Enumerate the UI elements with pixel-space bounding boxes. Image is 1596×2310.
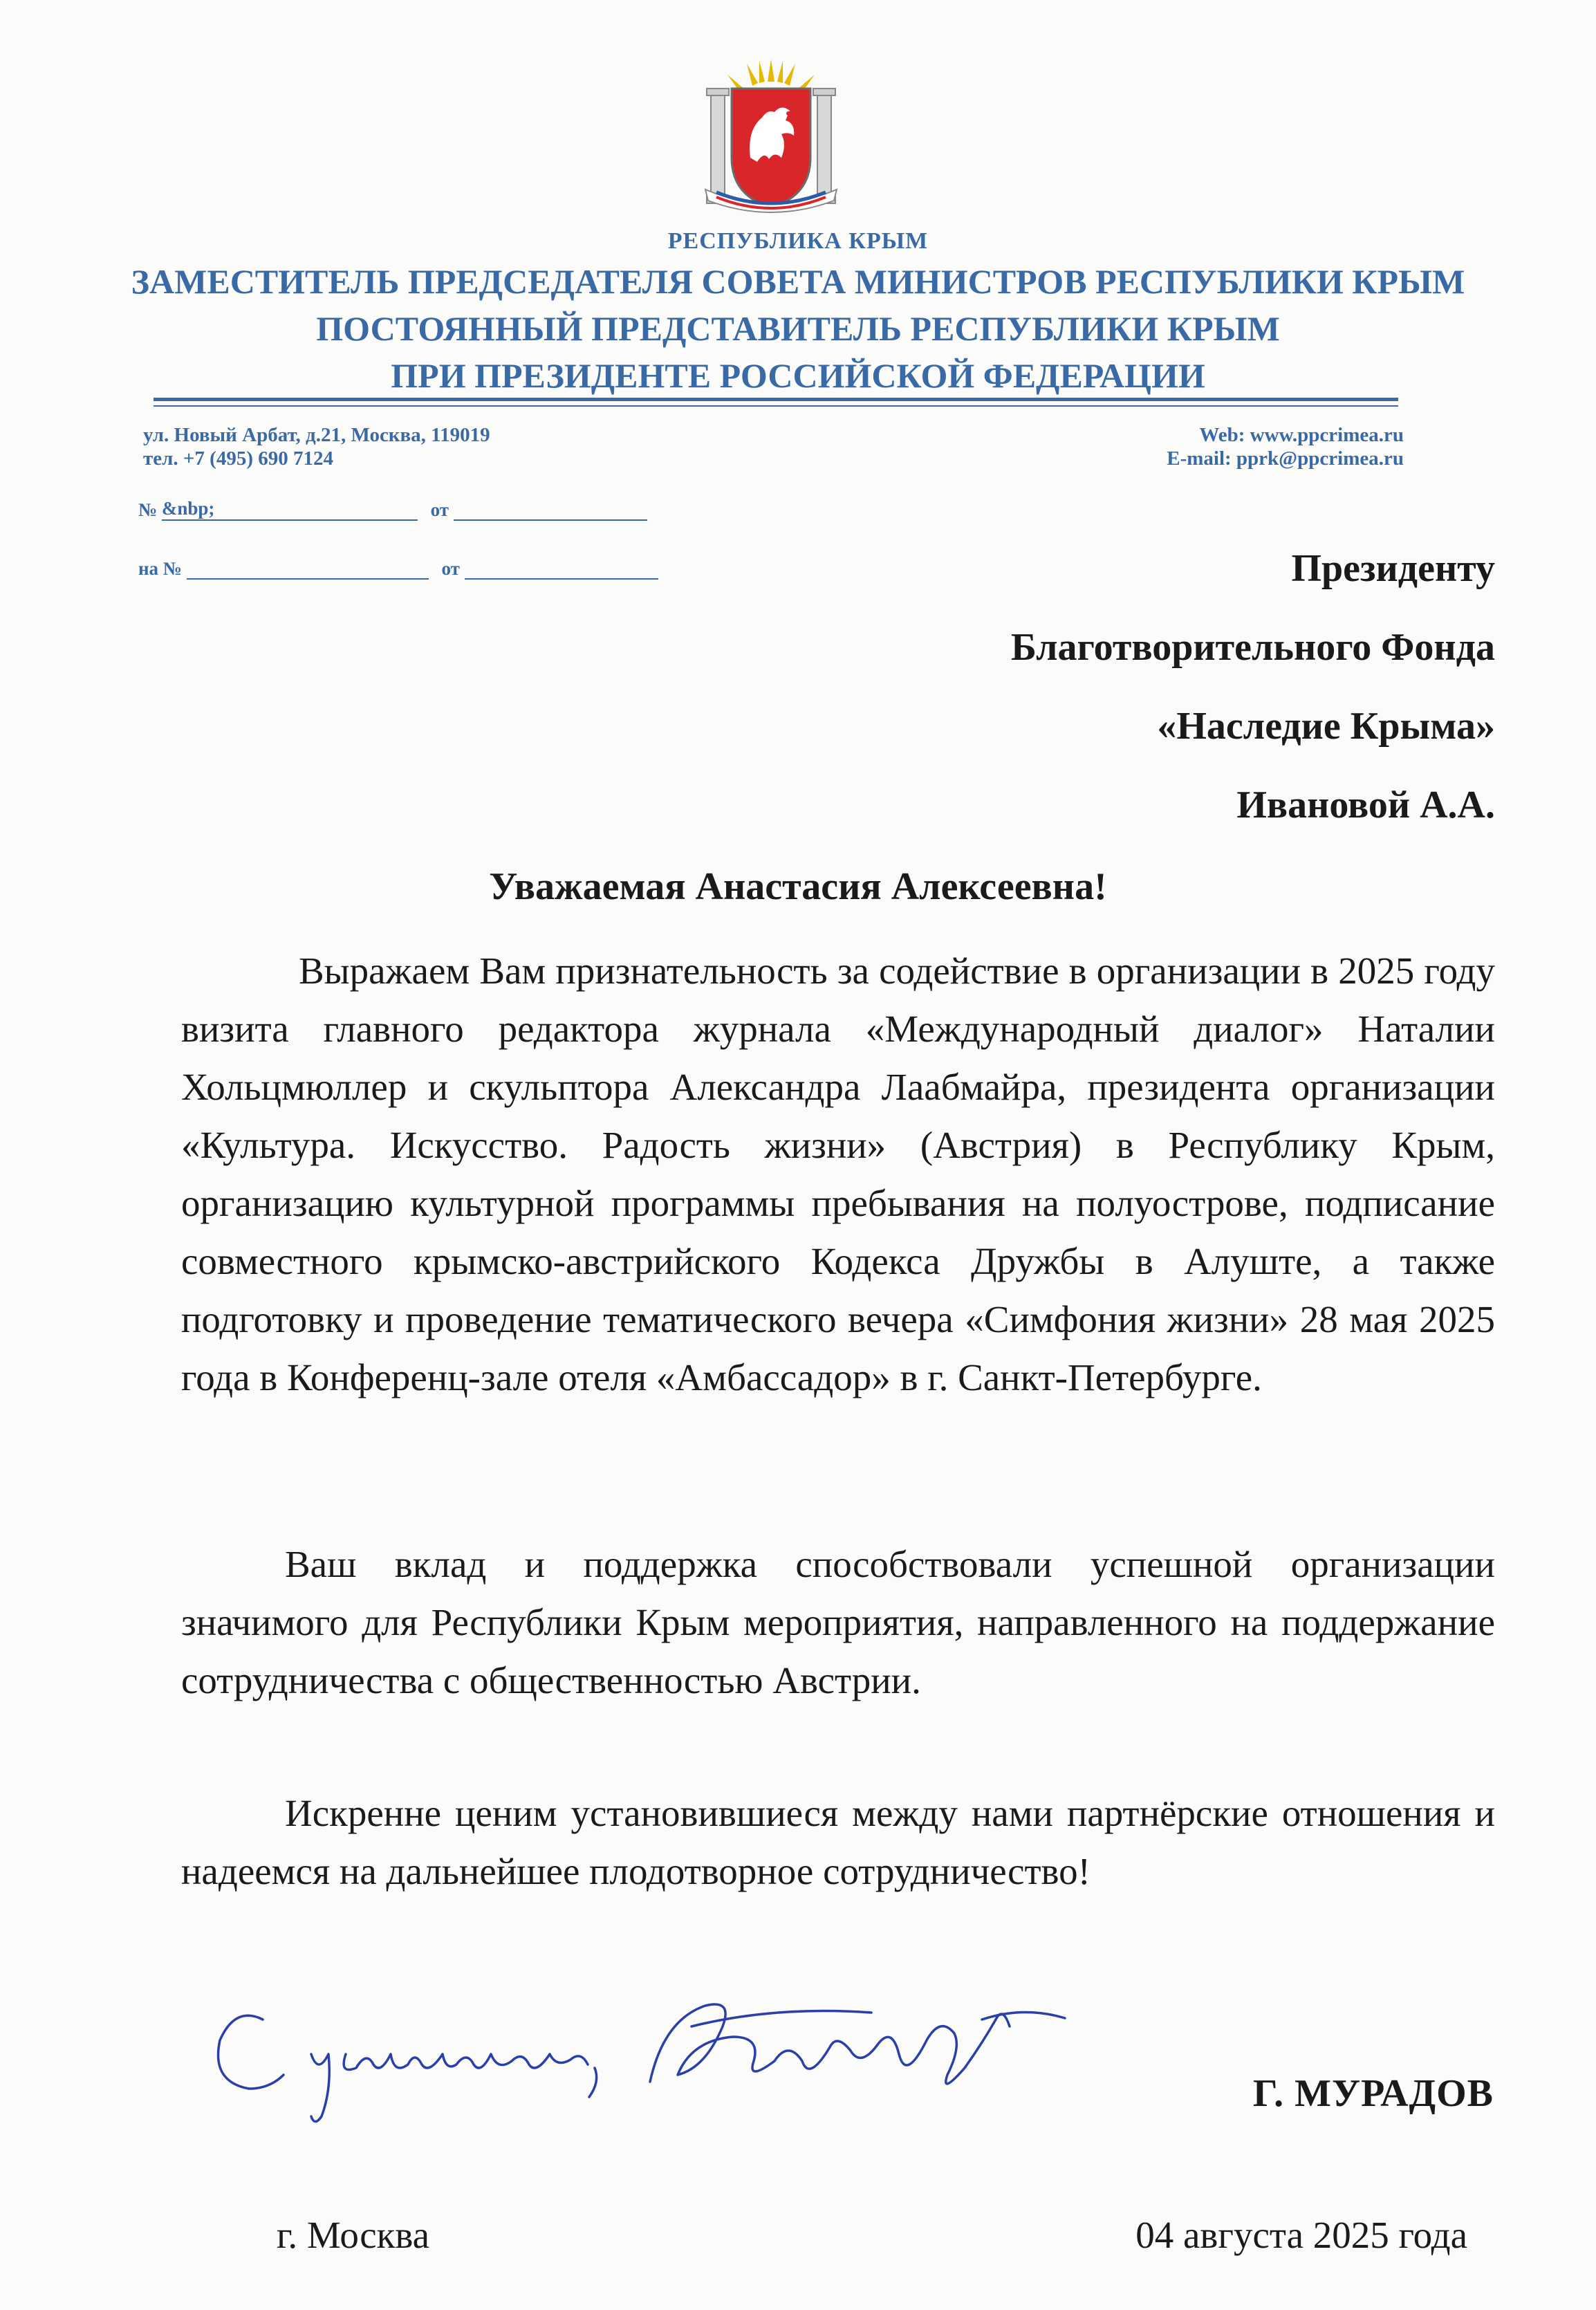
letterhead-contact-right: [1167, 423, 1404, 470]
body-paragraph-2: Ваш вклад и поддержка способствовали успешной организации значимого для Республики Крым мероприятия, направленного на поддержание сотрудничества с общественностью Австрии.: [181, 1543, 1495, 1701]
handwritten-signature: [207, 1978, 1217, 2137]
letterhead-email: E-mail: pprk@ppcrimea.ru: [1167, 447, 1404, 470]
addressee-organization: Благотворительного Фонда: [1010, 626, 1495, 669]
salutation: Уважаемая Анастасия Алексеевна!: [489, 865, 1107, 908]
body-paragraph-3: Искренне ценим установившиеся между нами партнёрские отношения и надеемся на дальнейшее плодотворное сотрудничество!: [181, 1792, 1495, 1892]
footer-city: г. Москва: [277, 2214, 430, 2256]
letterhead-title-line-1: ЗАМЕСТИТЕЛЬ ПРЕДСЕДАТЕЛЯ СОВЕТА МИНИСТРОВ РЕСПУБЛИКИ КРЫМ: [131, 262, 1465, 301]
reference-number-row: [138, 557, 658, 580]
footer-date: 04 августа 2025 года: [1135, 2214, 1467, 2256]
reference-number-blank: [187, 557, 429, 580]
body-paragraph-1-text: Выражаем Вам признательность за содействие в организации в 2025 году визита главного редактора журнала «Международный диалог» Наталии Хольцмюллер и скульптора Александра Лаабмайра, президента организации «Культура. Искусство. Радость жизни» (Австрия) в Республику Крым, организацию культурной программы пребывания на полуострове, подписание совместного крымско-австрийского Кодекса Дружбы в Алуште, а также подготовку и проведение тематического вечера «Симфония жизни» 28 мая 2025 года в Конференц-зале отеля «Амбассадор» в г. Санкт-Петербурге.: [181, 950, 1495, 1398]
addressee-name: Ивановой А.А.: [1236, 784, 1495, 826]
registration-number-row: [138, 498, 647, 521]
reference-number-label: на №: [138, 558, 182, 579]
addressee-title: Президенту: [1291, 547, 1495, 590]
reference-date-label: от: [441, 558, 460, 579]
letterhead-rule-thin: [154, 405, 1398, 407]
addressee-organization-name: «Наследие Крыма»: [1157, 705, 1495, 748]
crimea-coat-of-arms-icon: [678, 54, 864, 213]
letterhead-contact-left: [143, 423, 490, 470]
letterhead-phone: тел. +7 (495) 690 7124: [143, 447, 333, 470]
letterhead-republic: РЕСПУБЛИКА КРЫМ: [667, 228, 929, 254]
letterhead-web: Web: www.ppcrimea.ru: [1199, 424, 1404, 446]
letterhead-rule-thick: [154, 398, 1398, 401]
signer-name: Г. МУРАДОВ: [1252, 2072, 1494, 2115]
registration-date-label: от: [430, 499, 449, 520]
reference-date-blank: [465, 557, 658, 580]
registration-date-blank: [454, 498, 647, 521]
letterhead-title-line-2: ПОСТОЯННЫЙ ПРЕДСТАВИТЕЛЬ РЕСПУБЛИКИ КРЫМ: [316, 309, 1280, 348]
letterhead-address: ул. Новый Арбат, д.21, Москва, 119019: [143, 424, 490, 446]
registration-number-label: №: [138, 499, 158, 520]
letterhead-title-line-3: ПРИ ПРЕЗИДЕНТЕ РОССИЙСКОЙ ФЕДЕРАЦИИ: [391, 356, 1205, 395]
body-paragraph-1: [181, 942, 1495, 1407]
registration-number-blank: &nbp;: [162, 498, 418, 521]
